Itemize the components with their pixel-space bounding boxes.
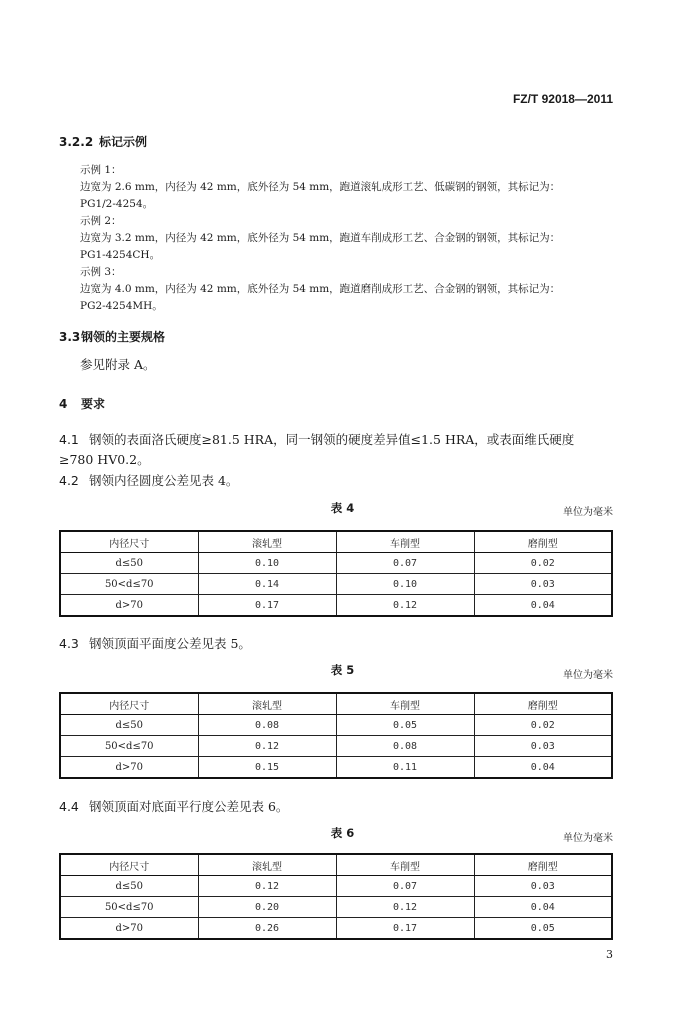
standard-code: FZ/T 92018—2011 — [512, 92, 613, 106]
table-cell: d≤50 — [60, 553, 198, 574]
clause-number: 4.4 — [59, 799, 79, 814]
table-cell: d≤50 — [60, 876, 198, 897]
table-cell: d>70 — [60, 595, 198, 617]
table-header-row — [60, 693, 612, 715]
table-cell: 0.05 — [474, 918, 612, 940]
table-cell: 0.10 — [336, 574, 474, 595]
section-number: 3.2.2 — [59, 135, 94, 149]
table-4-caption: 表 4 — [330, 501, 355, 515]
section-3-3-text: 参见附录 A。 — [80, 357, 156, 372]
column-header: 内径尺寸 — [60, 531, 198, 553]
section-3-3-heading — [59, 328, 165, 345]
table-cell: 0.12 — [198, 876, 336, 897]
column-header: 车削型 — [336, 693, 474, 715]
example-text: 边宽为 4.0 mm，内径为 42 mm，底外径为 54 mm，跑道磨削成形工艺、合金钢的钢领，其标记为： — [80, 283, 561, 295]
table-row — [60, 715, 612, 736]
table-header-row — [60, 854, 612, 876]
example-text: 边宽为 3.2 mm，内径为 42 mm，底外径为 54 mm，跑道车削成形工艺、合金钢的钢领，其标记为： — [80, 232, 561, 244]
table-row — [60, 897, 612, 918]
table-5-caption: 表 5 — [330, 663, 355, 677]
column-header: 滚轧型 — [198, 531, 336, 553]
example-label: 示例 3： — [80, 266, 122, 278]
clause-number: 4.2 — [59, 473, 79, 488]
section-title: 标记示例 — [99, 135, 148, 149]
column-header: 磨削型 — [474, 854, 612, 876]
table-row — [60, 574, 612, 595]
table-row — [60, 876, 612, 897]
table-4 — [59, 530, 613, 617]
table-row — [60, 595, 612, 617]
clause-4-2 — [59, 471, 238, 489]
table-cell: 0.15 — [198, 757, 336, 779]
column-header: 磨削型 — [474, 531, 612, 553]
table-header-row — [60, 531, 612, 553]
example-code: PG1/2-4254。 — [80, 198, 154, 210]
table-cell: 50<d≤70 — [60, 897, 198, 918]
column-header: 车削型 — [336, 531, 474, 553]
table-row — [60, 757, 612, 779]
table-6-caption: 表 6 — [330, 826, 355, 840]
table-cell: 0.04 — [474, 595, 612, 617]
table-cell: 0.02 — [474, 553, 612, 574]
column-header: 滚轧型 — [198, 693, 336, 715]
table-cell: d>70 — [60, 918, 198, 940]
example-text: 边宽为 2.6 mm，内径为 42 mm，底外径为 54 mm，跑道滚轧成形工艺、低碳钢的钢领，其标记为： — [80, 181, 561, 193]
section-number: 4 — [59, 397, 68, 411]
clause-text: 钢领顶面对底面平行度公差见表 6。 — [89, 799, 289, 814]
example-label: 示例 1： — [80, 164, 122, 176]
table-row — [60, 736, 612, 757]
table-cell: 0.07 — [336, 553, 474, 574]
table-cell: 0.12 — [198, 736, 336, 757]
table-row — [60, 553, 612, 574]
table-cell: 50<d≤70 — [60, 574, 198, 595]
table-row — [60, 918, 612, 940]
table-cell: 0.20 — [198, 897, 336, 918]
marking-examples — [80, 162, 560, 315]
table-cell: 0.08 — [336, 736, 474, 757]
table-5 — [59, 692, 613, 779]
clause-text: 钢领顶面平面度公差见表 5。 — [89, 636, 251, 651]
table-cell: 0.14 — [198, 574, 336, 595]
section-title: 要求 — [81, 397, 106, 411]
clause-text: 钢领的表面洛氏硬度≥81.5 HRA，同一钢领的硬度差异值≤1.5 HRA，或表面维氏硬度 — [89, 432, 575, 447]
clause-number: 4.3 — [59, 636, 79, 651]
table-cell: 0.04 — [474, 757, 612, 779]
table-cell: 0.12 — [336, 595, 474, 617]
table-4-unit: 单位为毫米 — [563, 507, 613, 518]
table-cell: 0.03 — [474, 736, 612, 757]
table-cell: 0.03 — [474, 574, 612, 595]
clause-4-3 — [59, 634, 251, 652]
column-header: 磨削型 — [474, 693, 612, 715]
table-cell: 0.04 — [474, 897, 612, 918]
table-cell: 50<d≤70 — [60, 736, 198, 757]
example-code: PG1-4254CH。 — [80, 249, 161, 261]
table-cell: 0.03 — [474, 876, 612, 897]
table-cell: 0.02 — [474, 715, 612, 736]
example-code: PG2-4254MH。 — [80, 300, 163, 312]
column-header: 内径尺寸 — [60, 854, 198, 876]
column-header: 滚轧型 — [198, 854, 336, 876]
table-cell: 0.12 — [336, 897, 474, 918]
page-number: 3 — [606, 948, 613, 961]
table-cell: d>70 — [60, 757, 198, 779]
table-cell: 0.07 — [336, 876, 474, 897]
section-4-heading — [59, 395, 105, 412]
clause-text-continued: ≥780 HV0.2。 — [59, 452, 150, 467]
table-cell: 0.11 — [336, 757, 474, 779]
section-3-2-2-heading — [59, 133, 147, 150]
table-cell: d≤50 — [60, 715, 198, 736]
table-6-unit: 单位为毫米 — [563, 833, 613, 844]
table-cell: 0.26 — [198, 918, 336, 940]
table-cell: 0.10 — [198, 553, 336, 574]
clause-text: 钢领内径圆度公差见表 4。 — [89, 473, 239, 488]
clause-4-4 — [59, 797, 288, 815]
section-number: 3.3 — [59, 330, 81, 344]
column-header: 内径尺寸 — [60, 693, 198, 715]
table-cell: 0.17 — [198, 595, 336, 617]
clause-number: 4.1 — [59, 432, 79, 447]
table-5-unit: 单位为毫米 — [563, 670, 613, 681]
table-cell: 0.17 — [336, 918, 474, 940]
table-cell: 0.08 — [198, 715, 336, 736]
table-cell: 0.05 — [336, 715, 474, 736]
section-title: 钢领的主要规格 — [81, 330, 166, 344]
column-header: 车削型 — [336, 854, 474, 876]
table-6 — [59, 853, 613, 940]
clause-4-1 — [59, 430, 574, 470]
example-label: 示例 2： — [80, 215, 122, 227]
